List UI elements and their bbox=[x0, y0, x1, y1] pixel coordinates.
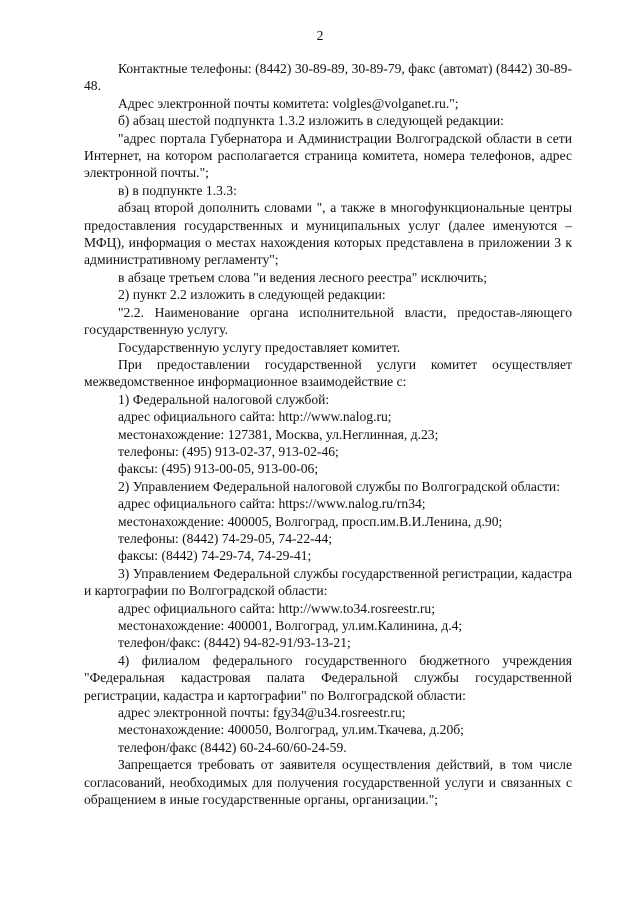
paragraph-third-abzac: в абзаце третьем слова "и ведения лесного реестра" исключить; bbox=[118, 269, 488, 285]
paragraph-ufns-heading: 2) Управлением Федеральной налоговой службы по Волгоградской области: bbox=[118, 478, 560, 494]
page-number: 2 bbox=[316, 28, 324, 43]
paragraph-kadastr-phone: телефон/факс (8442) 60-24-60/60-24-59. bbox=[118, 739, 347, 755]
paragraph-ufns-site: адрес официального сайта: https://www.nalog.ru/rn34; bbox=[118, 496, 426, 512]
paragraph-ufns-faxes: факсы: (8442) 74-29-74, 74-29-41; bbox=[118, 548, 312, 564]
paragraph-subitem-b: б) абзац шестой подпункта 1.3.2 изложить в следующей редакции: bbox=[118, 113, 504, 129]
paragraph-prohibition: Запрещается требовать от заявителя осуществления действий, в том числе согласований, необходимых для получения государственной услуги и связанных с обращением в иные государственные органы, организации."; bbox=[84, 757, 572, 808]
paragraph-kadastr-location: местонахождение: 400050, Волгоград, ул.им.Ткачева, д.20б; bbox=[118, 722, 464, 738]
paragraph-contact-phones: Контактные телефоны: (8442) 30-89-89, 30-89-79, факс (автомат) (8442) 30-89-48. bbox=[84, 61, 572, 94]
paragraph-email: Адрес электронной почты комитета: volgles@volganet.ru."; bbox=[118, 95, 459, 111]
paragraph-ufns-location: местонахождение: 400005, Волгоград, просп.им.В.И.Ленина, д.90; bbox=[118, 513, 503, 529]
paragraph-provider: Государственную услугу предоставляет комитет. bbox=[118, 339, 401, 355]
paragraph-ufns-phones: телефоны: (8442) 74-29-05, 74-22-44; bbox=[118, 530, 333, 546]
paragraph-rosreestr-phone: телефон/факс: (8442) 94-82-91/93-13-21; bbox=[118, 635, 351, 651]
paragraph-2-2-title: "2.2. Наименование органа исполнительной власти, предостав-ляющего государственную услугу. bbox=[84, 304, 572, 338]
paragraph-fns-heading: 1) Федеральной налоговой службой: bbox=[118, 391, 330, 407]
paragraph-fns-phones: телефоны: (495) 913-02-37, 913-02-46; bbox=[118, 443, 339, 459]
paragraph-fns-site: адрес официального сайта: http://www.nalog.ru; bbox=[118, 409, 392, 425]
paragraph-rosreestr-location: местонахождение: 400001, Волгоград, ул.им.Калинина, д.4; bbox=[118, 618, 463, 633]
paragraph-subitem-v: в) в подпункте 1.3.3: bbox=[118, 182, 237, 198]
paragraph-portal-address: "адрес портала Губернатора и Администрации Волгоградской области в сети Интернет, на котором располагается страница комитета, номера телефонов, адрес электронной почты."; bbox=[84, 130, 572, 181]
paragraph-mfc-addition: абзац второй дополнить словами ", а также в многофункциональные центры предоставления государственных и муниципальных услуг (далее именуются – МФЦ), информация о местах нахождения которых представлена в приложении 3 к административному регламенту"; bbox=[84, 200, 572, 268]
paragraph-interaction: При предоставлении государственной услуги комитет осуществляет межведомственное информационное взаимодействие с: bbox=[84, 356, 572, 390]
paragraph-kadastr-heading: 4) филиалом федерального государственного бюджетного учреждения "Федеральная кадастровая палата Федеральной службы государственной регистрации, кадастра и картографии" по Волгоградской области: bbox=[84, 652, 572, 703]
paragraph-fns-location: местонахождение: 127381, Москва, ул.Неглинная, д.23; bbox=[118, 426, 439, 442]
document-body bbox=[84, 60, 572, 808]
paragraph-rosreestr-site: адрес официального сайта: http://www.to34.rosreestr.ru; bbox=[118, 600, 436, 616]
paragraph-kadastr-email: адрес электронной почты: fgy34@u34.rosreestr.ru; bbox=[118, 705, 406, 721]
paragraph-rosreestr-heading: 3) Управлением Федеральной службы государственной регистрации, кадастра и картографии по Волгоградской области: bbox=[84, 565, 572, 599]
paragraph-fns-faxes: факсы: (495) 913-00-05, 913-00-06; bbox=[118, 461, 319, 477]
paragraph-item-2: 2) пункт 2.2 изложить в следующей редакции: bbox=[118, 287, 386, 303]
